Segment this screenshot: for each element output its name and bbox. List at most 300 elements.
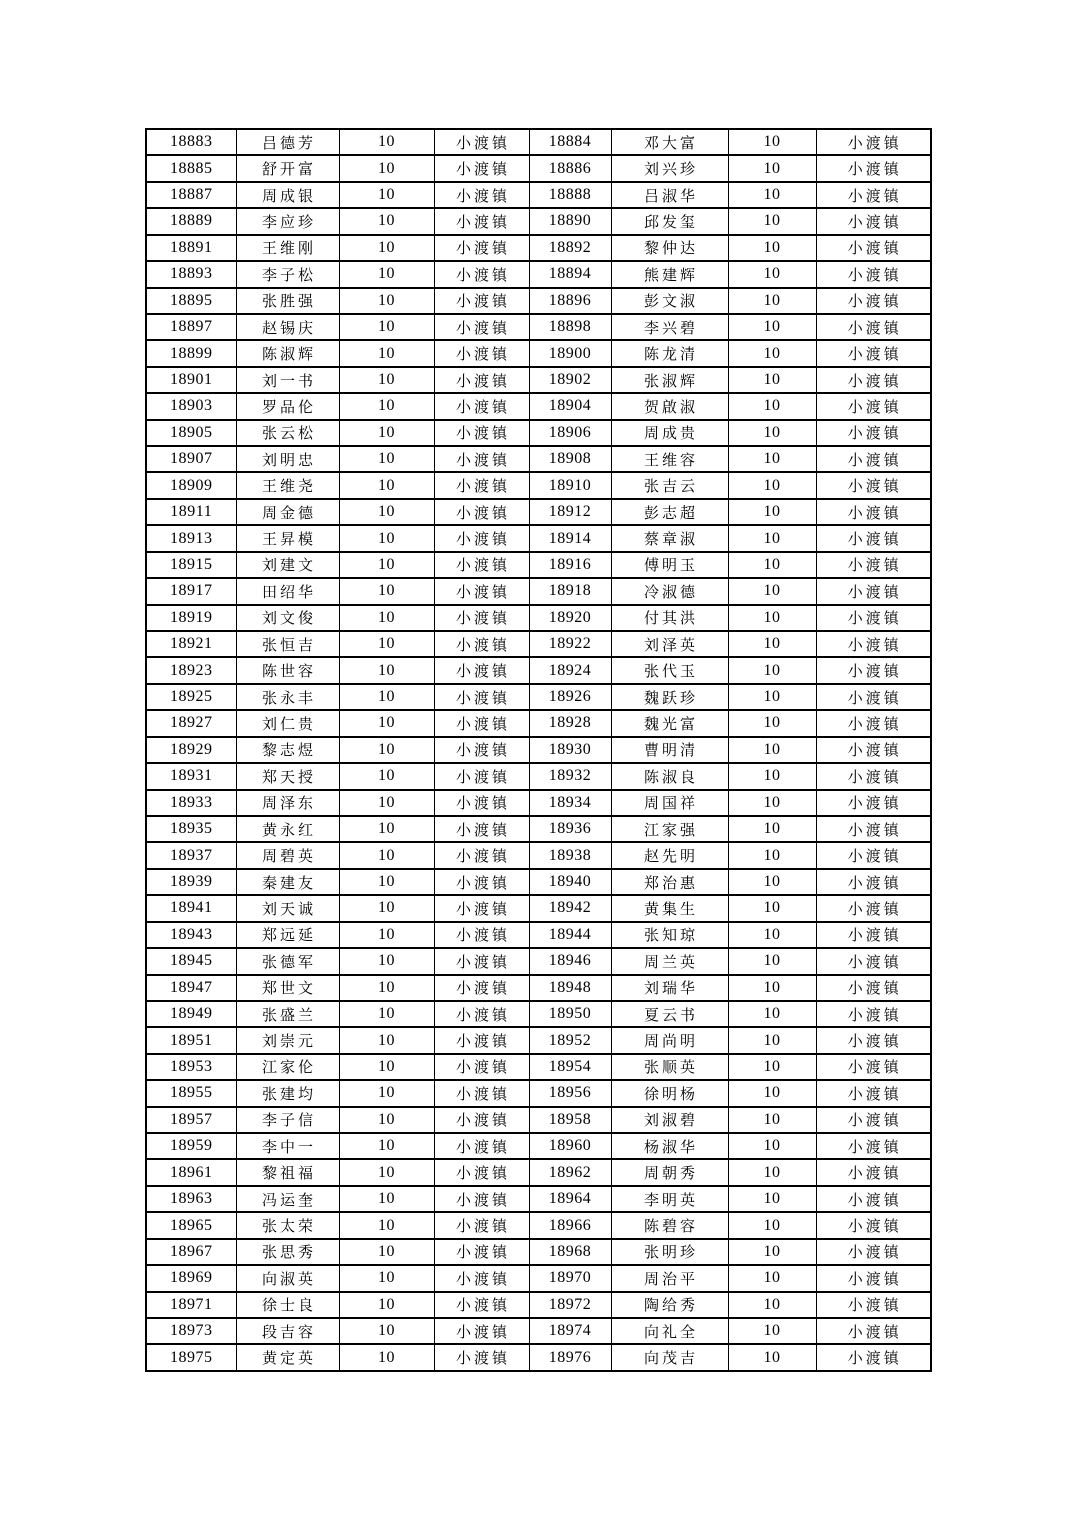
serial-number-cell: 18967	[146, 1239, 236, 1265]
amount-cell: 10	[728, 340, 816, 366]
serial-number-cell: 18914	[529, 525, 611, 551]
serial-number-cell: 18963	[146, 1186, 236, 1212]
person-name-cell: 刘明忠	[236, 446, 339, 472]
serial-number-cell: 18898	[529, 314, 611, 340]
amount-cell: 10	[339, 605, 434, 631]
person-name-cell: 向礼全	[611, 1318, 728, 1344]
town-cell: 小渡镇	[434, 1265, 529, 1291]
amount-cell: 10	[339, 182, 434, 208]
person-name-cell: 张永丰	[236, 684, 339, 710]
table-row	[146, 340, 931, 366]
amount-cell: 10	[339, 340, 434, 366]
town-cell: 小渡镇	[816, 763, 931, 789]
table-row	[146, 948, 931, 974]
table-row	[146, 816, 931, 842]
serial-number-cell: 18964	[529, 1186, 611, 1212]
person-name-cell: 江家强	[611, 816, 728, 842]
table-row	[146, 869, 931, 895]
serial-number-cell: 18904	[529, 393, 611, 419]
amount-cell: 10	[728, 842, 816, 868]
serial-number-cell: 18917	[146, 578, 236, 604]
person-name-cell: 魏跃珍	[611, 684, 728, 710]
person-name-cell: 黄永红	[236, 816, 339, 842]
serial-number-cell: 18966	[529, 1212, 611, 1238]
town-cell: 小渡镇	[816, 1107, 931, 1133]
table-row	[146, 975, 931, 1001]
town-cell: 小渡镇	[816, 472, 931, 498]
town-cell: 小渡镇	[816, 340, 931, 366]
serial-number-cell: 18969	[146, 1265, 236, 1291]
town-cell: 小渡镇	[434, 842, 529, 868]
amount-cell: 10	[339, 1001, 434, 1027]
town-cell: 小渡镇	[816, 208, 931, 234]
amount-cell: 10	[339, 684, 434, 710]
amount-cell: 10	[339, 1212, 434, 1238]
town-cell: 小渡镇	[816, 525, 931, 551]
town-cell: 小渡镇	[434, 1344, 529, 1371]
person-name-cell: 黎祖福	[236, 1159, 339, 1185]
amount-cell: 10	[339, 948, 434, 974]
serial-number-cell: 18889	[146, 208, 236, 234]
person-name-cell: 冯运奎	[236, 1186, 339, 1212]
town-cell: 小渡镇	[434, 129, 529, 155]
amount-cell: 10	[728, 1186, 816, 1212]
serial-number-cell: 18893	[146, 261, 236, 287]
town-cell: 小渡镇	[434, 816, 529, 842]
serial-number-cell: 18897	[146, 314, 236, 340]
amount-cell: 10	[339, 1133, 434, 1159]
town-cell: 小渡镇	[816, 737, 931, 763]
amount-cell: 10	[728, 1239, 816, 1265]
amount-cell: 10	[728, 393, 816, 419]
person-name-cell: 贺啟淑	[611, 393, 728, 419]
serial-number-cell: 18925	[146, 684, 236, 710]
amount-cell: 10	[339, 816, 434, 842]
table-row	[146, 288, 931, 314]
amount-cell: 10	[339, 1292, 434, 1318]
serial-number-cell: 18940	[529, 869, 611, 895]
town-cell: 小渡镇	[434, 1239, 529, 1265]
table-row	[146, 842, 931, 868]
amount-cell: 10	[728, 1001, 816, 1027]
serial-number-cell: 18903	[146, 393, 236, 419]
amount-cell: 10	[339, 737, 434, 763]
person-name-cell: 王维尧	[236, 472, 339, 498]
person-name-cell: 刘建文	[236, 552, 339, 578]
town-cell: 小渡镇	[816, 975, 931, 1001]
table-row	[146, 684, 931, 710]
amount-cell: 10	[728, 869, 816, 895]
person-name-cell: 舒开富	[236, 155, 339, 181]
person-name-cell: 张思秀	[236, 1239, 339, 1265]
table-row	[146, 420, 931, 446]
town-cell: 小渡镇	[816, 155, 931, 181]
town-cell: 小渡镇	[434, 525, 529, 551]
serial-number-cell: 18928	[529, 710, 611, 736]
amount-cell: 10	[339, 525, 434, 551]
town-cell: 小渡镇	[434, 763, 529, 789]
table-row	[146, 922, 931, 948]
amount-cell: 10	[728, 1027, 816, 1053]
serial-number-cell: 18952	[529, 1027, 611, 1053]
amount-cell: 10	[339, 975, 434, 1001]
town-cell: 小渡镇	[434, 790, 529, 816]
amount-cell: 10	[728, 1292, 816, 1318]
serial-number-cell: 18968	[529, 1239, 611, 1265]
amount-cell: 10	[728, 1265, 816, 1291]
serial-number-cell: 18911	[146, 499, 236, 525]
serial-number-cell: 18974	[529, 1318, 611, 1344]
person-name-cell: 徐明杨	[611, 1080, 728, 1106]
amount-cell: 10	[728, 525, 816, 551]
town-cell: 小渡镇	[434, 975, 529, 1001]
person-name-cell: 黎仲达	[611, 235, 728, 261]
town-cell: 小渡镇	[816, 869, 931, 895]
person-name-cell: 张明珍	[611, 1239, 728, 1265]
amount-cell: 10	[728, 975, 816, 1001]
serial-number-cell: 18946	[529, 948, 611, 974]
amount-cell: 10	[339, 631, 434, 657]
serial-number-cell: 18915	[146, 552, 236, 578]
serial-number-cell: 18965	[146, 1212, 236, 1238]
person-name-cell: 李中一	[236, 1133, 339, 1159]
town-cell: 小渡镇	[434, 631, 529, 657]
serial-number-cell: 18938	[529, 842, 611, 868]
serial-number-cell: 18924	[529, 657, 611, 683]
serial-number-cell: 18939	[146, 869, 236, 895]
serial-number-cell: 18884	[529, 129, 611, 155]
town-cell: 小渡镇	[816, 1080, 931, 1106]
person-name-cell: 江家伦	[236, 1054, 339, 1080]
person-name-cell: 邱发玺	[611, 208, 728, 234]
amount-cell: 10	[339, 710, 434, 736]
town-cell: 小渡镇	[434, 420, 529, 446]
amount-cell: 10	[728, 1080, 816, 1106]
town-cell: 小渡镇	[434, 605, 529, 631]
serial-number-cell: 18887	[146, 182, 236, 208]
town-cell: 小渡镇	[434, 367, 529, 393]
amount-cell: 10	[728, 208, 816, 234]
amount-cell: 10	[339, 552, 434, 578]
town-cell: 小渡镇	[434, 1186, 529, 1212]
amount-cell: 10	[339, 763, 434, 789]
serial-number-cell: 18933	[146, 790, 236, 816]
town-cell: 小渡镇	[816, 922, 931, 948]
serial-number-cell: 18971	[146, 1292, 236, 1318]
amount-cell: 10	[728, 1159, 816, 1185]
serial-number-cell: 18913	[146, 525, 236, 551]
town-cell: 小渡镇	[434, 182, 529, 208]
town-cell: 小渡镇	[434, 499, 529, 525]
person-name-cell: 周兰英	[611, 948, 728, 974]
table-row	[146, 1133, 931, 1159]
town-cell: 小渡镇	[816, 1344, 931, 1371]
table-row	[146, 1292, 931, 1318]
town-cell: 小渡镇	[816, 1054, 931, 1080]
serial-number-cell: 18916	[529, 552, 611, 578]
town-cell: 小渡镇	[816, 129, 931, 155]
amount-cell: 10	[728, 420, 816, 446]
town-cell: 小渡镇	[434, 948, 529, 974]
person-name-cell: 周治平	[611, 1265, 728, 1291]
person-name-cell: 周尚明	[611, 1027, 728, 1053]
serial-number-cell: 18932	[529, 763, 611, 789]
person-name-cell: 李兴碧	[611, 314, 728, 340]
person-name-cell: 张云松	[236, 420, 339, 446]
person-name-cell: 周成贵	[611, 420, 728, 446]
table-row	[146, 1001, 931, 1027]
table-row	[146, 393, 931, 419]
amount-cell: 10	[339, 261, 434, 287]
serial-number-cell: 18901	[146, 367, 236, 393]
town-cell: 小渡镇	[816, 842, 931, 868]
table-row	[146, 261, 931, 287]
town-cell: 小渡镇	[816, 948, 931, 974]
person-name-cell: 陈淑辉	[236, 340, 339, 366]
town-cell: 小渡镇	[434, 208, 529, 234]
town-cell: 小渡镇	[816, 367, 931, 393]
amount-cell: 10	[728, 314, 816, 340]
town-cell: 小渡镇	[816, 446, 931, 472]
serial-number-cell: 18948	[529, 975, 611, 1001]
table-row	[146, 208, 931, 234]
town-cell: 小渡镇	[434, 578, 529, 604]
person-name-cell: 吕淑华	[611, 182, 728, 208]
table-row	[146, 182, 931, 208]
amount-cell: 10	[728, 737, 816, 763]
table-row	[146, 710, 931, 736]
amount-cell: 10	[339, 1159, 434, 1185]
person-name-cell: 黎志煜	[236, 737, 339, 763]
person-name-cell: 田绍华	[236, 578, 339, 604]
table-row	[146, 1054, 931, 1080]
amount-cell: 10	[339, 1186, 434, 1212]
table-row	[146, 1318, 931, 1344]
town-cell: 小渡镇	[816, 684, 931, 710]
person-name-cell: 刘瑞华	[611, 975, 728, 1001]
town-cell: 小渡镇	[434, 1292, 529, 1318]
serial-number-cell: 18960	[529, 1133, 611, 1159]
serial-number-cell: 18885	[146, 155, 236, 181]
person-name-cell: 周朝秀	[611, 1159, 728, 1185]
serial-number-cell: 18970	[529, 1265, 611, 1291]
serial-number-cell: 18906	[529, 420, 611, 446]
person-name-cell: 李应珍	[236, 208, 339, 234]
serial-number-cell: 18891	[146, 235, 236, 261]
town-cell: 小渡镇	[816, 1292, 931, 1318]
serial-number-cell: 18935	[146, 816, 236, 842]
person-name-cell: 张淑辉	[611, 367, 728, 393]
serial-number-cell: 18921	[146, 631, 236, 657]
person-name-cell: 李明英	[611, 1186, 728, 1212]
amount-cell: 10	[728, 948, 816, 974]
serial-number-cell: 18912	[529, 499, 611, 525]
person-name-cell: 刘兴珍	[611, 155, 728, 181]
amount-cell: 10	[728, 763, 816, 789]
table-row	[146, 155, 931, 181]
amount-cell: 10	[728, 1212, 816, 1238]
person-name-cell: 刘一书	[236, 367, 339, 393]
serial-number-cell: 18953	[146, 1054, 236, 1080]
serial-number-cell: 18934	[529, 790, 611, 816]
amount-cell: 10	[339, 155, 434, 181]
person-name-cell: 彭文淑	[611, 288, 728, 314]
amount-cell: 10	[339, 129, 434, 155]
table-row	[146, 499, 931, 525]
serial-number-cell: 18926	[529, 684, 611, 710]
amount-cell: 10	[339, 1054, 434, 1080]
amount-cell: 10	[339, 869, 434, 895]
person-name-cell: 周碧英	[236, 842, 339, 868]
serial-number-cell: 18945	[146, 948, 236, 974]
town-cell: 小渡镇	[816, 710, 931, 736]
person-name-cell: 王维容	[611, 446, 728, 472]
town-cell: 小渡镇	[816, 1001, 931, 1027]
amount-cell: 10	[339, 1239, 434, 1265]
person-name-cell: 傅明玉	[611, 552, 728, 578]
table-row	[146, 472, 931, 498]
person-name-cell: 刘淑碧	[611, 1107, 728, 1133]
serial-number-cell: 18954	[529, 1054, 611, 1080]
person-name-cell: 张吉云	[611, 472, 728, 498]
person-name-cell: 周泽东	[236, 790, 339, 816]
town-cell: 小渡镇	[816, 261, 931, 287]
amount-cell: 10	[339, 367, 434, 393]
amount-cell: 10	[339, 1344, 434, 1371]
person-name-cell: 杨淑华	[611, 1133, 728, 1159]
amount-cell: 10	[728, 155, 816, 181]
table-row	[146, 578, 931, 604]
town-cell: 小渡镇	[816, 182, 931, 208]
person-name-cell: 陈碧容	[611, 1212, 728, 1238]
person-name-cell: 李子松	[236, 261, 339, 287]
town-cell: 小渡镇	[816, 552, 931, 578]
person-name-cell: 张代玉	[611, 657, 728, 683]
person-name-cell: 黄集生	[611, 895, 728, 921]
serial-number-cell: 18941	[146, 895, 236, 921]
table-row	[146, 737, 931, 763]
town-cell: 小渡镇	[434, 869, 529, 895]
amount-cell: 10	[728, 129, 816, 155]
amount-cell: 10	[728, 552, 816, 578]
amount-cell: 10	[728, 288, 816, 314]
serial-number-cell: 18899	[146, 340, 236, 366]
town-cell: 小渡镇	[434, 710, 529, 736]
table-row	[146, 1159, 931, 1185]
serial-number-cell: 18892	[529, 235, 611, 261]
town-cell: 小渡镇	[816, 1027, 931, 1053]
person-name-cell: 段吉容	[236, 1318, 339, 1344]
town-cell: 小渡镇	[434, 1133, 529, 1159]
table-row	[146, 367, 931, 393]
table-row	[146, 525, 931, 551]
table-row	[146, 1265, 931, 1291]
serial-number-cell: 18942	[529, 895, 611, 921]
town-cell: 小渡镇	[816, 314, 931, 340]
serial-number-cell: 18949	[146, 1001, 236, 1027]
person-name-cell: 吕德芳	[236, 129, 339, 155]
person-name-cell: 张顺英	[611, 1054, 728, 1080]
serial-number-cell: 18920	[529, 605, 611, 631]
table-row	[146, 895, 931, 921]
town-cell: 小渡镇	[434, 340, 529, 366]
town-cell: 小渡镇	[434, 922, 529, 948]
serial-number-cell: 18909	[146, 472, 236, 498]
person-name-cell: 赵锡庆	[236, 314, 339, 340]
amount-cell: 10	[728, 1054, 816, 1080]
person-name-cell: 魏光富	[611, 710, 728, 736]
amount-cell: 10	[728, 367, 816, 393]
serial-number-cell: 18943	[146, 922, 236, 948]
person-name-cell: 周成银	[236, 182, 339, 208]
amount-cell: 10	[728, 235, 816, 261]
town-cell: 小渡镇	[434, 1027, 529, 1053]
serial-number-cell: 18955	[146, 1080, 236, 1106]
person-name-cell: 刘仁贵	[236, 710, 339, 736]
town-cell: 小渡镇	[816, 790, 931, 816]
serial-number-cell: 18927	[146, 710, 236, 736]
town-cell: 小渡镇	[434, 446, 529, 472]
serial-number-cell: 18931	[146, 763, 236, 789]
person-name-cell: 张胜强	[236, 288, 339, 314]
amount-cell: 10	[339, 657, 434, 683]
serial-number-cell: 18919	[146, 605, 236, 631]
person-name-cell: 徐士良	[236, 1292, 339, 1318]
serial-number-cell: 18936	[529, 816, 611, 842]
amount-cell: 10	[339, 895, 434, 921]
person-name-cell: 陈龙清	[611, 340, 728, 366]
town-cell: 小渡镇	[434, 314, 529, 340]
amount-cell: 10	[339, 499, 434, 525]
amount-cell: 10	[728, 1133, 816, 1159]
serial-number-cell: 18910	[529, 472, 611, 498]
town-cell: 小渡镇	[816, 499, 931, 525]
town-cell: 小渡镇	[816, 1159, 931, 1185]
roster-table-body	[146, 129, 931, 1371]
town-cell: 小渡镇	[816, 1212, 931, 1238]
serial-number-cell: 18883	[146, 129, 236, 155]
person-name-cell: 曹明清	[611, 737, 728, 763]
serial-number-cell: 18951	[146, 1027, 236, 1053]
serial-number-cell: 18956	[529, 1080, 611, 1106]
table-row	[146, 129, 931, 155]
serial-number-cell: 18894	[529, 261, 611, 287]
town-cell: 小渡镇	[816, 1186, 931, 1212]
serial-number-cell: 18918	[529, 578, 611, 604]
serial-number-cell: 18944	[529, 922, 611, 948]
person-name-cell: 王昇模	[236, 525, 339, 551]
table-row	[146, 1344, 931, 1371]
person-name-cell: 郑治惠	[611, 869, 728, 895]
table-row	[146, 446, 931, 472]
table-row	[146, 657, 931, 683]
person-name-cell: 陈世容	[236, 657, 339, 683]
amount-cell: 10	[339, 1027, 434, 1053]
serial-number-cell: 18923	[146, 657, 236, 683]
amount-cell: 10	[339, 235, 434, 261]
amount-cell: 10	[728, 1344, 816, 1371]
amount-cell: 10	[728, 578, 816, 604]
person-name-cell: 陈淑良	[611, 763, 728, 789]
person-name-cell: 秦建友	[236, 869, 339, 895]
table-row	[146, 552, 931, 578]
amount-cell: 10	[728, 895, 816, 921]
person-name-cell: 夏云书	[611, 1001, 728, 1027]
person-name-cell: 张知琼	[611, 922, 728, 948]
town-cell: 小渡镇	[434, 288, 529, 314]
town-cell: 小渡镇	[816, 578, 931, 604]
serial-number-cell: 18922	[529, 631, 611, 657]
